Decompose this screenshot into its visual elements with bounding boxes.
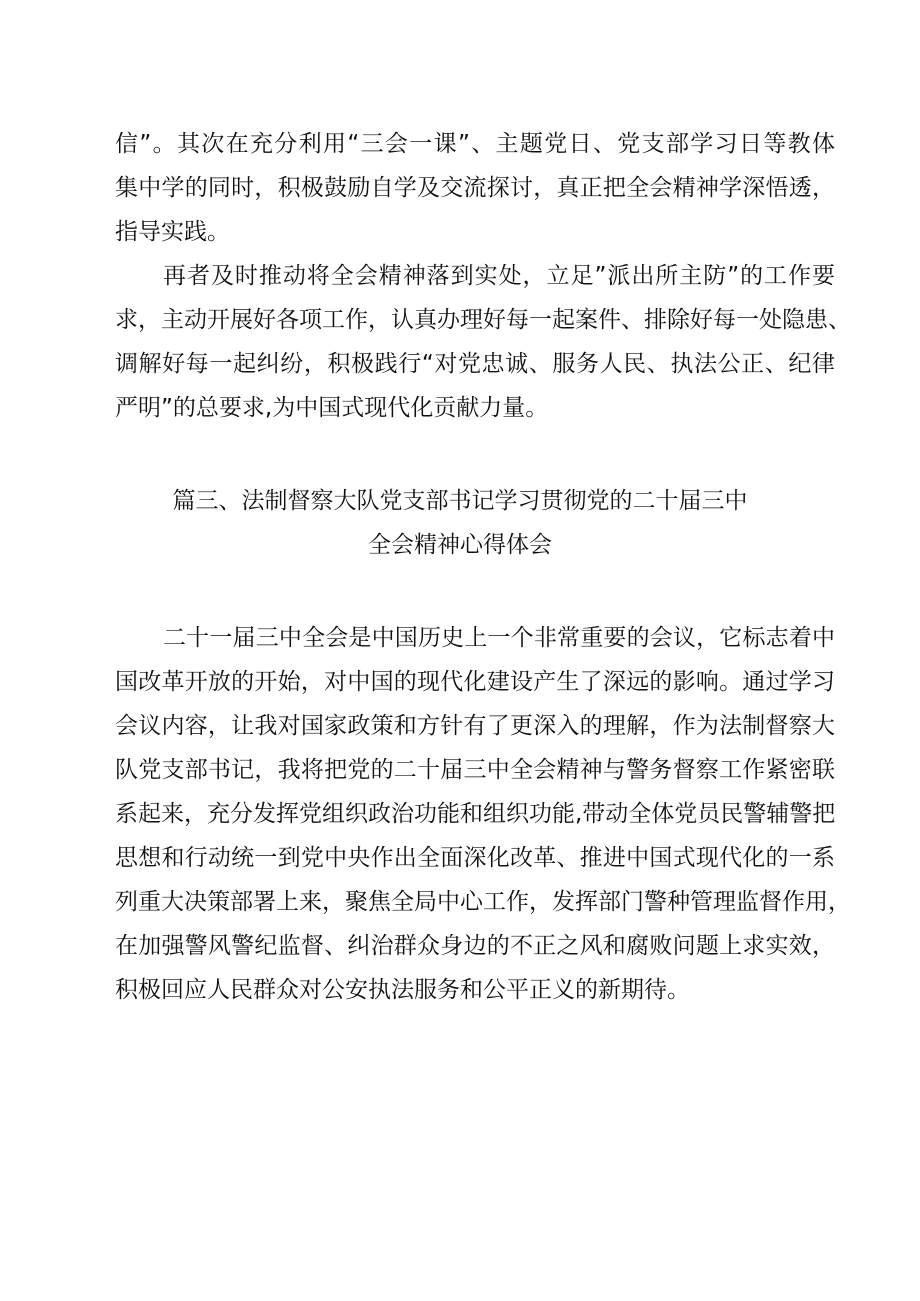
paragraph-3-line-2: 国改革开放的开始，对中国的现代化建设产生了深远的影响。通过学习 xyxy=(115,669,835,695)
paragraph-2-line-1: 再者及时推动将全会精神落到实处，立足”派出所主防”的工作要 xyxy=(163,263,835,289)
paragraph-3-line-6: 思想和行动统一到党中央作出全面深化改革、推进中国式现代化的一系 xyxy=(115,845,835,871)
paragraph-3-line-8: 在加强警风警纪监督、纠治群众身边的不正之风和腐败问题上求实效， xyxy=(115,933,835,959)
paragraph-1-line-3: 指导实践。 xyxy=(115,219,230,245)
paragraph-3-line-4: 队党支部书记，我将把党的二十届三中全会精神与警务督察工作紧密联 xyxy=(115,757,835,783)
paragraph-3-line-5: 系起来，充分发挥党组织政治功能和组织功能,带动全体党员民警辅警把 xyxy=(115,801,836,827)
paragraph-3-line-7: 列重大决策部署上来，聚焦全局中心工作，发挥部门警种管理监督作用， xyxy=(115,889,851,915)
paragraph-3-line-9: 积极回应人民群众对公安执法服务和公平正义的新期待。 xyxy=(115,977,690,1003)
paragraph-2-line-2: 求，主动开展好各项工作，认真办理好每一起案件、排除好每一处隐患、 xyxy=(115,307,851,333)
section-title-line-2: 全会精神心得体会 xyxy=(368,532,552,558)
paragraph-1-line-1: 信”。其次在充分利用“三会一课”、主题党日、党支部学习日等教体 xyxy=(115,131,835,157)
paragraph-3-line-1: 二十一届三中全会是中国历史上一个非常重要的会议，它标志着中 xyxy=(163,625,835,651)
section-title-line-1: 篇三、法制督察大队党支部书记学习贯彻党的二十届三中 xyxy=(172,488,748,514)
paragraph-2-line-3: 调解好每一起纠纷，积极践行“对党忠诚、服务人民、执法公正、纪律 xyxy=(115,351,835,377)
paragraph-1-line-2: 集中学的同时，积极鼓励自学及交流探讨，真正把全会精神学深悟透， xyxy=(115,175,835,201)
paragraph-3-line-3: 会议内容，让我对国家政策和方针有了更深入的理解，作为法制督察大 xyxy=(115,713,835,739)
paragraph-2-line-4: 严明”的总要求,为中国式现代化贡献力量。 xyxy=(115,395,549,421)
